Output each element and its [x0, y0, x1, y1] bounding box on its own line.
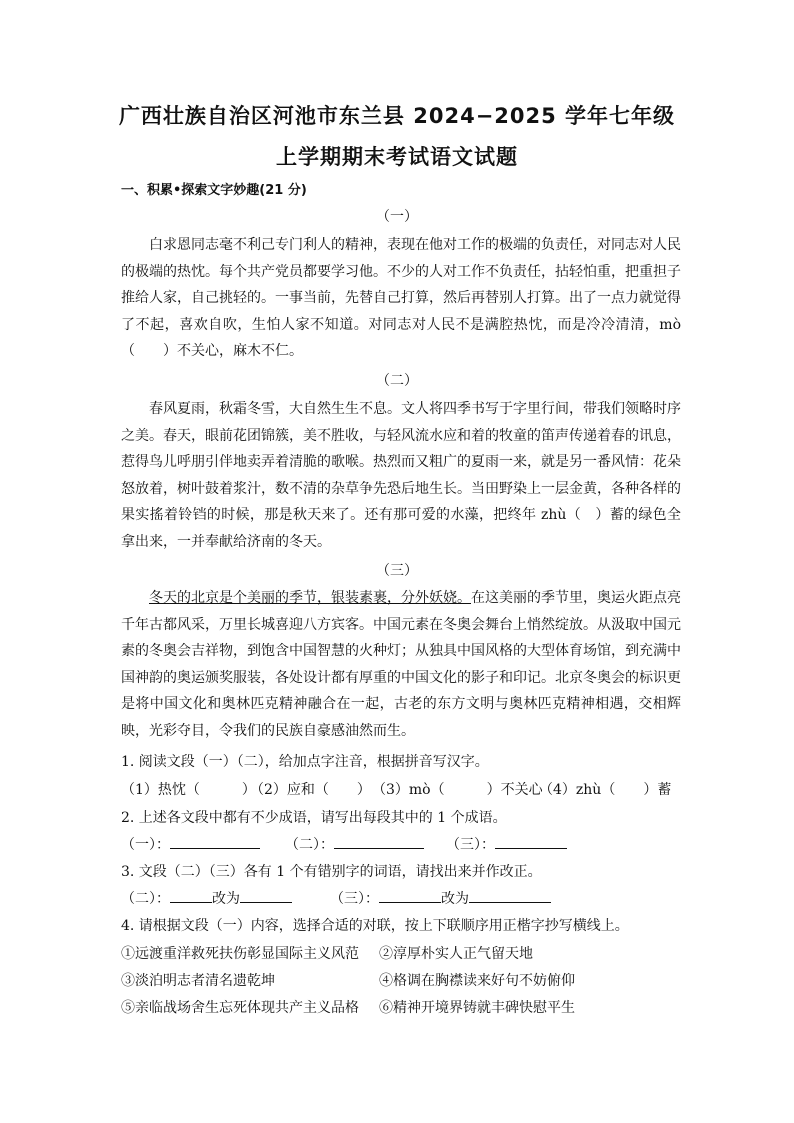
answer-blank[interactable] [379, 888, 441, 903]
answer-blank[interactable] [495, 834, 567, 849]
question-3-stem: 3. 文段（二）（三）各有 1 个有错别字的词语，请找出来并作改正。 [121, 864, 542, 880]
q1-item-4: （4）zhù（ ）蓄 [539, 782, 672, 798]
q1-item-1: （1）热忱（ ） [121, 782, 256, 798]
passage-2-text: 春风夏雨，秋霜冬雪，大自然生生不息。文人将四季书写于字里行间，带我们领略时序之美。春天，眼前花团锦簇，美不胜收，与轻风流水应和着的牧童的笛声传递着春的讯息，惹得鸟儿呼朋引伴地卖弄着清脆的歌喉。热烈而又粗广的夏雨一来，就是另一番风情：花朵怒放着，树叶鼓着浆汁，数不清的杂草争先恐后地生长。当田野染上一层金黄，各种各样的果实搖着铃铛的时候，那是秋天来了。还有那可爱的水藻，把终年 zhù（ ）蓄的绿色全拿出来，一并奉献给济南的冬天。 [121, 401, 681, 550]
q3-change-to-1: 改为 [212, 891, 240, 907]
answer-blank[interactable] [334, 834, 424, 849]
passage-3-body: 在这美丽的季节里，奥运火距点亮千年古都风采，万里长城喜迎八方宾客。中国元素在冬奥会舞台上悄然绽放。从汲取中国元素的冬奥会吉祥物，到饱含中国智慧的火种灯；从独具中国风格的大型体育场馆，到充满中国神韵的奥运颁奖服装，各处设计都有厚重的中国文化的影子和印记。北京冬奥会的标识更是将中国文化和奥林匹克精神融合在一起，古老的东方文明与奥林匹克精神相遇，交相辉映，光彩夺目，令我们的民族自豪感油然而生。 [121, 590, 681, 739]
q2-answer-3 [446, 834, 567, 854]
q4-option-1: ①远渡重洋救死扶伤彰显国际主义风范 [121, 946, 359, 962]
answer-blank[interactable] [170, 888, 212, 903]
q2-answer-2 [285, 834, 424, 854]
q2-label-1: （一）： [121, 837, 170, 853]
passage-1-text: 白求恩同志毫不利己专门利人的精神，表现在他对工作的极端的负责任，对同志对人民的极端的热忱。每个共产党员都要学习他。不少的人对工作不负责任，拈轻怕重，把重担子推给人家，自己挑轻的。一事当前，先替自己打算，然后再替别人打算。出了一点力就觉得了不起，喜欢自吹，生怕人家不知道。对同志对人民不是满腔热忱，而是冷冷清清，mò（ ）不关心，麻木不仁。 [121, 237, 681, 359]
question-2-stem: 2. 上述各文段中都有不少成语，请写出每段其中的 1 个成语。 [121, 810, 507, 826]
underlined-sentence: 冬天的北京是个美丽的季节，银装素裹，分外妖娆。 [149, 590, 471, 606]
q3-change-to-2: 改为 [441, 891, 469, 907]
q1-item-2: （2）应和（ ） [250, 782, 371, 798]
q4-option-3: ③淡泊明志者清名遗乾坤 [121, 973, 275, 989]
q3-answer-1 [121, 888, 292, 908]
section-heading: 一、积累•探索文字妙趣(21 分) [121, 183, 307, 198]
q4-option-2: ②淳厚朴实人正气留天地 [379, 946, 533, 962]
answer-blank[interactable] [240, 888, 292, 903]
q2-label-2: （二）： [285, 837, 334, 853]
q4-option-5: ⑤亲临战场舍生忘死体现共产主义品格 [121, 1000, 359, 1016]
q2-label-3: （三）： [446, 837, 495, 853]
question-4-stem: 4. 请根据文段（一）内容，选择合适的对联，按上下联顺序用正楷字抄写横线上。 [121, 918, 629, 934]
passage-2-label: （二） [376, 373, 418, 389]
q4-option-4: ④格调在胸襟读来好句不妨俯仰 [379, 973, 575, 989]
q2-answer-1 [121, 834, 260, 854]
question-1-stem: 1. 阅读文段（一）（二），给加点字注音，根据拼音写汉字。 [121, 754, 489, 770]
passage-1-label: （一） [376, 209, 418, 225]
q3-label-1: （二）： [121, 891, 170, 907]
answer-blank[interactable] [469, 888, 551, 903]
q1-item-3: （3）mò（ ）不关心 [372, 782, 543, 798]
q3-answer-2 [330, 888, 551, 908]
q4-option-6: ⑥精神开境界铸就丰碑快慰平生 [379, 1000, 575, 1016]
passage-3-label: （三） [376, 563, 418, 579]
exam-title-line-1: 广西壮族自治区河池市东兰县 2024−2025 学年七年级 [118, 104, 676, 128]
q3-label-2: （三）： [330, 891, 379, 907]
exam-title-line-2: 上学期期末考试语文试题 [276, 145, 518, 169]
passage-3-text [121, 585, 681, 744]
answer-blank[interactable] [170, 834, 260, 849]
